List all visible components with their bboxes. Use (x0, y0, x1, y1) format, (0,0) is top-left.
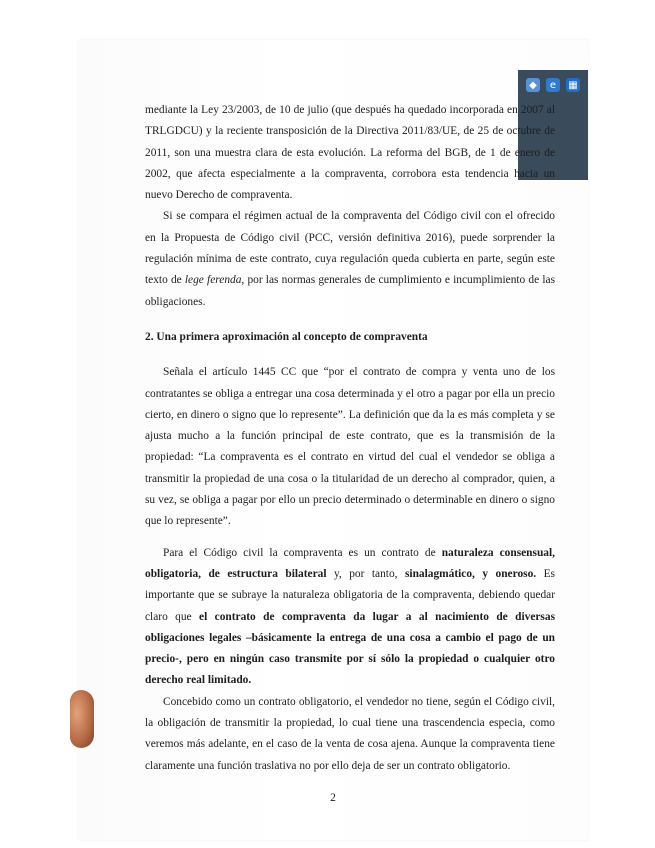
paragraph-2-text-b: , por las normas generales de cumplimiento e incumplimiento de las obligaciones. (145, 274, 556, 308)
desktop-icons (526, 78, 580, 92)
paragraph-4-bold-2: sinalagmático, y oneroso. (404, 567, 537, 580)
finger-photo (70, 690, 94, 748)
windows-icon[interactable]: ▦ (566, 78, 580, 92)
paragraph-2-text-a: Si se compara el régimen actual de la compraventa del Código civil con el ofrecido en la Propuesta de Código civil (PCC, versión definitiva 2016), puede sorprender la regulación mínima de este contrato, cuya regulación queda cubierta en parte, según este texto de (145, 210, 555, 287)
paragraph-2 (145, 206, 555, 312)
document-body (145, 100, 555, 777)
section-heading: 2. Una primera aproximación al concepto de compraventa (145, 330, 428, 343)
document-page (78, 40, 588, 840)
edge-browser-icon[interactable]: e (546, 78, 560, 92)
paragraph-4-text-c: y, por tanto, (326, 567, 405, 580)
paragraph-5: Concebido como un contrato obligatorio, el vendedor no tiene, según el Código civil, la obligación de transmitir la propiedad, lo cual tiene una trascendencia especia, como veremos más adelante, en el caso de la venta de cosa ajena. Aunque la compraventa tiene claramente una función traslativa no por ello deja de ser un contrato obligatorio. (145, 695, 555, 772)
paragraph-4-text-a: Para el Código civil la compraventa es un contrato de (163, 546, 442, 559)
page-number: 2 (330, 792, 336, 804)
paragraph-4-bold-3: el contrato de compraventa da lugar a al nacimiento de diversas obligaciones legales –básicamente la entrega de una cosa a cambio el pago de un precio-, pero en ningún caso transmite por sí sólo la propiedad o cualquier otro derecho real limitado. (145, 610, 555, 687)
paragraph-2-italic: lege ferenda (184, 274, 242, 287)
paragraph-4 (145, 543, 555, 692)
paragraph-3: Señala el artículo 1445 CC que “por el contrato de compra y venta uno de los contratantes se obliga a entregar una cosa determinada y el otro a pagar por ella un precio cierto, en dinero o signo que lo represente”. La definición que da la es más completa y se ajusta mucho a la función principal de este contrato, que es la transmisión de la propiedad: “La compraventa es el contrato en virtud del cual el vendedor se obliga a transmitir la propiedad de una cosa o la titularidad de un derecho al comprador, quien, a su vez, se obliga a pagar por ello un precio determinado o determinable en dinero o signo que lo represente”. (145, 366, 555, 528)
desktop-app-icon[interactable]: ◆ (526, 78, 540, 92)
paragraph-4-bold-1: naturaleza consensual, obligatoria, de estructura bilateral (145, 546, 555, 580)
paragraph-1: mediante la Ley 23/2003, de 10 de julio (que después ha quedado incorporada en 2007 al TRLGDCU) y la reciente transposición de la Directiva 2011/83/UE, de 25 de octubre de 2011, son una muestra clara de esta evolución. La reforma del BGB, de 1 de enero de 2002, que afecta especialmente a la compraventa, corrobora esta tendencia hacia un nuevo Derecho de compraventa. (145, 104, 555, 202)
paragraph-4-text-d: Es importante que se subraye la naturaleza obligatoria de la compraventa, debiendo quedar claro que (145, 567, 555, 623)
